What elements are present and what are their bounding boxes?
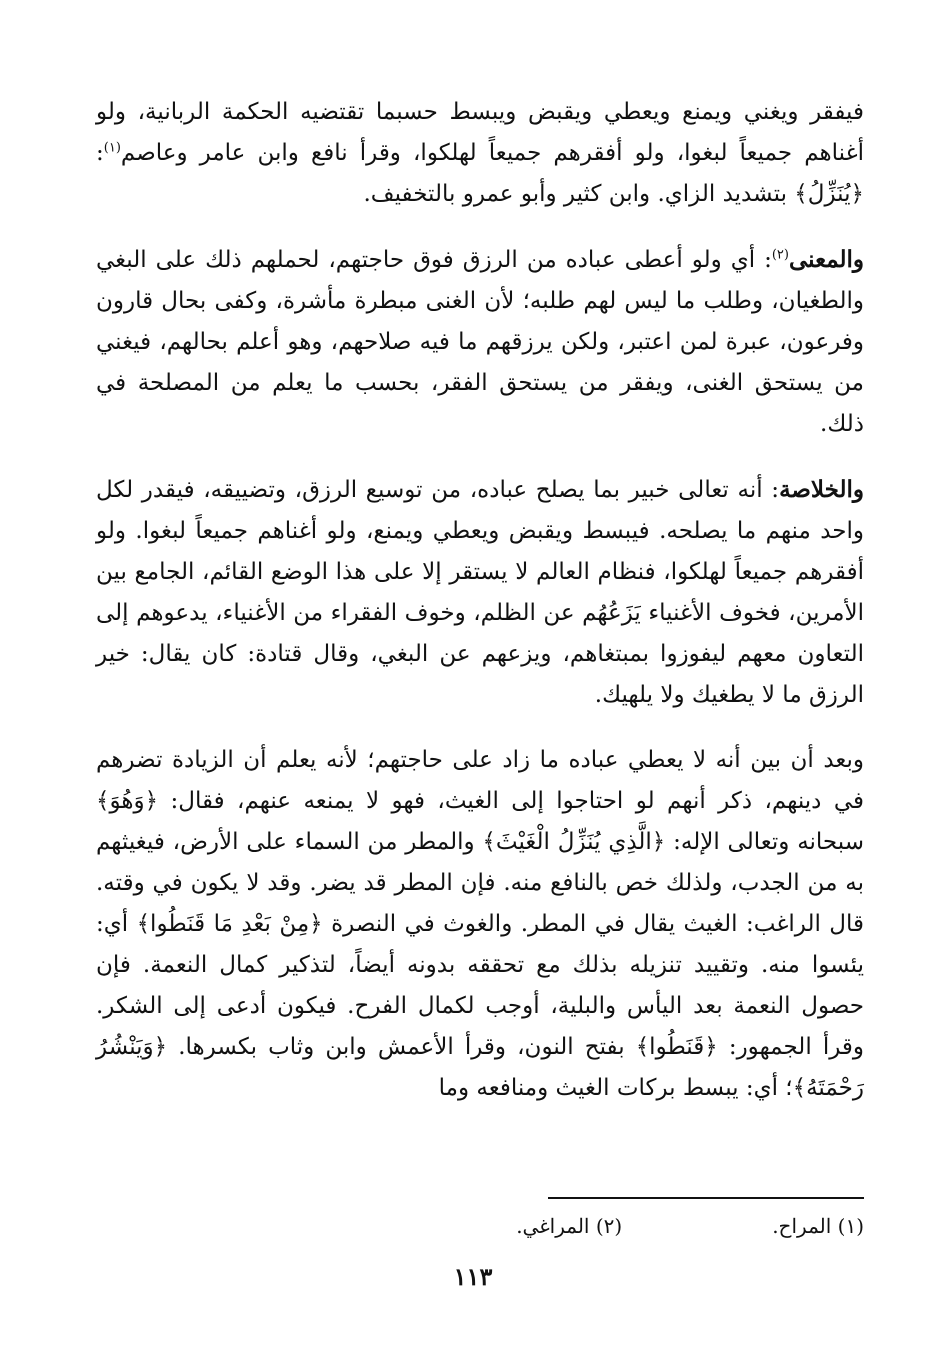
footnote-separator xyxy=(548,1197,864,1199)
paragraph-4-text: وبعد أن بين أنه لا يعطي عباده ما زاد على حاجتهم؛ لأنه يعلم أن الزيادة تضرهم في دينهم، ذكر أنهم لو احتاجوا إلى الغيث، فهو لا يمنعه عنهم، فقال: ﴿وَهُوَ﴾ سبحانه وتعالى الإله: ﴿الَّذِي يُنَزِّلُ الْغَيْثَ﴾ والمطر من السماء على الأرض، فيغيثهم به من الجدب، ولذلك خص بالنافع منه. فإن المطر قد يضر. وقد لا يكون في وقته. قال الراغب: الغيث يقال في المطر. والغوث في النصرة ﴿مِنْ بَعْدِ مَا قَنَطُوا﴾ أي: يئسوا منه. وتقييد تنزيله بذلك مع تحققه بدونه أيضاً، لتذكير كمال النعمة. فإن حصول النعمة بعد اليأس والبلية، أوجب لكمال الفرح. فيكون أدعى إلى الشكر. وقرأ الجمهور: ﴿قَنَطُوا﴾ بفتح النون، وقرأ الأعمش وابن وثاب بكسرها. ﴿وَيَنْشُرُ رَحْمَتَهُ﴾؛ أي: يبسط بركات الغيث ومنافعه وما xyxy=(96,747,864,1101)
paragraph-meaning xyxy=(96,239,864,445)
meaning-heading: والمعنى xyxy=(788,246,864,273)
paragraph-summary xyxy=(96,469,864,716)
paragraph-4 xyxy=(96,740,864,1109)
meaning-text: : أي ولو أعطى عباده من الرزق فوق حاجتهم، لحملهم ذلك على البغي والطغيان، وطلب ما ليس لهم طلبه؛ لأن الغنى مبطرة مأشرة، وكفى بحال قارون وفرعون، عبرة لمن اعتبر، ولكن يرزقهم ما فيه صلاحهم، وهو أعلم بحالهم، فيغني من يستحق الغنى، ويفقر من يستحق الفقر، بحسب ما يعلم من المصلحة في ذلك. xyxy=(96,247,864,437)
summary-heading: والخلاصة xyxy=(779,476,864,503)
footnote-ref-1: (١) xyxy=(103,140,121,156)
footnote-ref-2: (٢) xyxy=(771,247,789,263)
paragraph-1-text-end: : ﴿يُنَزِّلُ﴾ بتشديد الزاي. وابن كثير وأبو عمرو بالتخفيف. xyxy=(96,140,864,207)
paragraph-1 xyxy=(96,92,864,215)
footnotes xyxy=(304,1214,864,1238)
summary-text: : أنه تعالى خبير بما يصلح عباده، من توسيع الرزق، وتضييقه، فيقدر لكل واحد منهم ما يصلحه. فيبسط ويقبض ويعطي ويمنع، ولو أغناهم جميعاً لبغوا. ولو أفقرهم جميعاً لهلكوا، فنظام العالم لا يستقر إلا على هذا الوضع القائم، الجامع بين الأمرين، فخوف الأغنياء يَزَعُهُم عن الظلم، وخوف الفقراء من الأغنياء، يدعوهم إلى التعاون معهم ليفوزوا بمبتغاهم، ويزعهم عن البغي، وقال قتادة: كان يقال: خير الرزق ما لا يطغيك ولا يلهيك. xyxy=(96,477,865,708)
page-body xyxy=(96,92,864,1109)
paragraph-1-text: فيفقر ويغني ويمنع ويعطي ويقبض ويبسط حسبما تقتضيه الحكمة الربانية، ولو أغناهم جميعاً لبغوا، ولو أفقرهم جميعاً لهلكوا، وقرأ نافع وابن عامر وعاصم xyxy=(96,99,864,166)
page-number: ١١٣ xyxy=(453,1262,493,1291)
footnote-2: (٢) المراغي. xyxy=(516,1214,623,1238)
footnote-1: (١) المراح. xyxy=(772,1214,864,1238)
